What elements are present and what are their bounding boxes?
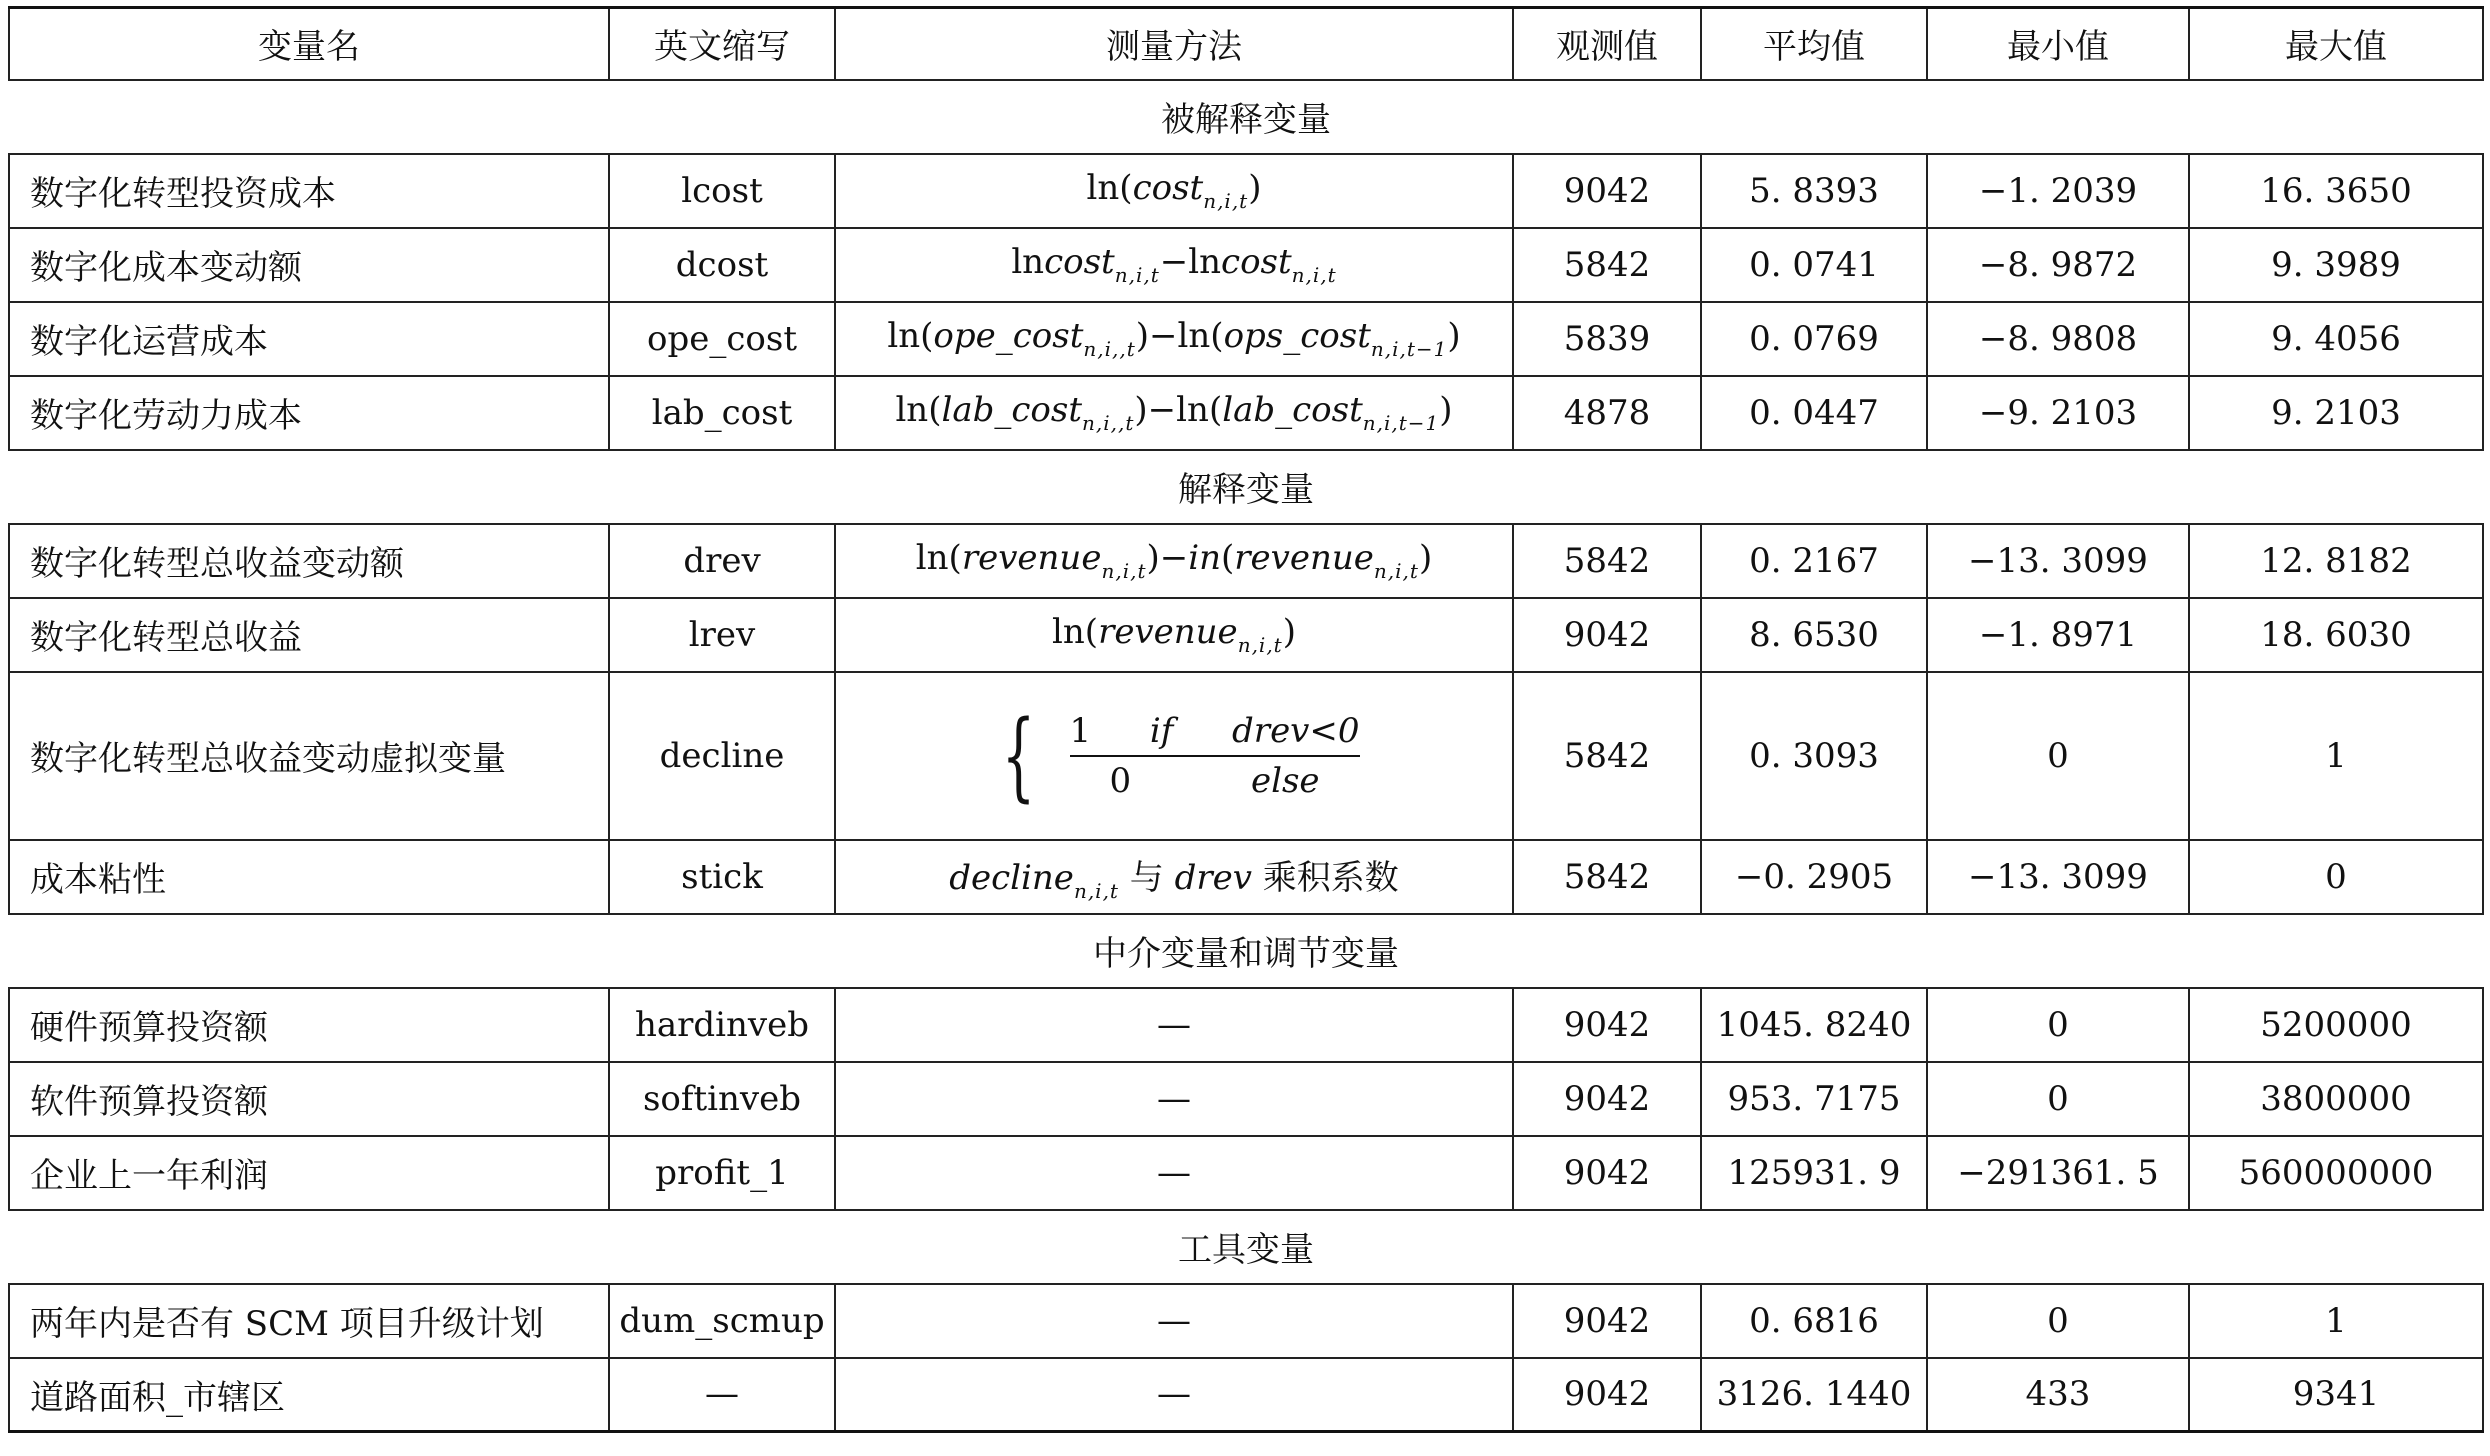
abbreviation: hardinveb [609,988,835,1062]
summary-statistics-table [8,6,2484,1433]
mean: 125931. 9 [1701,1136,1927,1210]
header-variable-name: 变量名 [9,8,609,80]
min: −291361. 5 [1927,1136,2189,1210]
max: 9. 3989 [2189,228,2483,302]
observations: 9042 [1513,1284,1701,1358]
mean: 1045. 8240 [1701,988,1927,1062]
variable-name: 硬件预算投资额 [9,988,609,1062]
mean: 8. 6530 [1701,598,1927,672]
min: −9. 2103 [1927,376,2189,450]
table-row [9,1284,2483,1358]
header-observations: 观测值 [1513,8,1701,80]
observations: 5842 [1513,840,1701,914]
table-row [9,524,2483,598]
abbreviation: lab_cost [609,376,835,450]
measurement-formula: — [835,1284,1513,1358]
mean: 0. 2167 [1701,524,1927,598]
min: −1. 2039 [1927,154,2189,228]
max: 12. 8182 [2189,524,2483,598]
max: 9. 2103 [2189,376,2483,450]
measurement-formula: — [835,988,1513,1062]
observations: 9042 [1513,598,1701,672]
variable-name: 数字化运营成本 [9,302,609,376]
abbreviation: dcost [609,228,835,302]
abbreviation: stick [609,840,835,914]
abbreviation: — [609,1358,835,1432]
measurement-formula: ln(ope_cost$_{n,i,,t}$)−ln(ops_cost$_{n,i,t-1}$) [835,302,1513,376]
max: 560000000 [2189,1136,2483,1210]
abbreviation: lrev [609,598,835,672]
variable-name: 软件预算投资额 [9,1062,609,1136]
header-measurement: 测量方法 [835,8,1513,80]
observations: 9042 [1513,988,1701,1062]
min: 0 [1927,1062,2189,1136]
table-row [9,1062,2483,1136]
min: −13. 3099 [1927,840,2189,914]
variable-name: 两年内是否有 SCM 项目升级计划 [9,1284,609,1358]
table-row [9,302,2483,376]
max: 16. 3650 [2189,154,2483,228]
mean: 0. 0741 [1701,228,1927,302]
mean: 0. 3093 [1701,672,1927,840]
measurement-formula [835,672,1513,840]
abbreviation: ope_cost [609,302,835,376]
observations: 4878 [1513,376,1701,450]
measurement-formula: lncost$_{n,i,t}$−lncost$_{n,i,t}$ [835,228,1513,302]
left-brace-icon: { [1002,699,1036,812]
variable-name: 数字化转型总收益变动虚拟变量 [9,672,609,840]
variable-name: 数字化转型总收益 [9,598,609,672]
table-row [9,1358,2483,1432]
header-row [9,8,2483,80]
section-title: 解释变量 [9,450,2483,524]
measurement-formula: ln(revenue$_{n,i,t}$) [835,598,1513,672]
table-row [9,376,2483,450]
mean: 5. 8393 [1701,154,1927,228]
abbreviation: drev [609,524,835,598]
section-row [9,80,2483,154]
mean: 0. 0769 [1701,302,1927,376]
table-row [9,1136,2483,1210]
table-row [9,840,2483,914]
section-title: 被解释变量 [9,80,2483,154]
piecewise-definition: { 1 if drev<0 0 else [1002,699,1360,812]
min: 0 [1927,672,2189,840]
observations: 9042 [1513,1062,1701,1136]
measurement-formula: — [835,1358,1513,1432]
observations: 5839 [1513,302,1701,376]
variable-name: 数字化转型总收益变动额 [9,524,609,598]
max: 9. 4056 [2189,302,2483,376]
section-row [9,450,2483,524]
variable-name: 数字化劳动力成本 [9,376,609,450]
min: −8. 9872 [1927,228,2189,302]
measurement-formula: — [835,1136,1513,1210]
header-abbreviation: 英文缩写 [609,8,835,80]
variable-name: 成本粘性 [9,840,609,914]
abbreviation: profit_1 [609,1136,835,1210]
abbreviation: lcost [609,154,835,228]
table-row [9,598,2483,672]
abbreviation: decline [609,672,835,840]
table-row [9,672,2483,840]
table-row [9,988,2483,1062]
variable-name: 道路面积_市辖区 [9,1358,609,1432]
measurement-formula: ln(revenue$_{n,i,t}$)−in(revenue$_{n,i,t}$) [835,524,1513,598]
observations: 9042 [1513,1136,1701,1210]
min: 433 [1927,1358,2189,1432]
mean: 0. 0447 [1701,376,1927,450]
observations: 5842 [1513,672,1701,840]
measurement-formula: ln(lab_cost$_{n,i,,t}$)−ln(lab_cost$_{n,i,t-1}$) [835,376,1513,450]
max: 0 [2189,840,2483,914]
section-title: 工具变量 [9,1210,2483,1284]
measurement-formula: decline$_{n,i,t}$ 与 drev 乘积系数 [835,840,1513,914]
table-row [9,154,2483,228]
mean: 3126. 1440 [1701,1358,1927,1432]
max: 18. 6030 [2189,598,2483,672]
table-row [9,228,2483,302]
max: 3800000 [2189,1062,2483,1136]
max: 5200000 [2189,988,2483,1062]
header-mean: 平均值 [1701,8,1927,80]
min: −1. 8971 [1927,598,2189,672]
variable-name: 数字化转型投资成本 [9,154,609,228]
measurement-formula: ln(cost$_{n,i,t}$) [835,154,1513,228]
max: 9341 [2189,1358,2483,1432]
min: −13. 3099 [1927,524,2189,598]
max: 1 [2189,1284,2483,1358]
mean: −0. 2905 [1701,840,1927,914]
section-row [9,1210,2483,1284]
observations: 5842 [1513,524,1701,598]
header-min: 最小值 [1927,8,2189,80]
section-row [9,914,2483,988]
observations: 5842 [1513,228,1701,302]
observations: 9042 [1513,1358,1701,1432]
max: 1 [2189,672,2483,840]
measurement-formula: — [835,1062,1513,1136]
observations: 9042 [1513,154,1701,228]
abbreviation: softinveb [609,1062,835,1136]
mean: 953. 7175 [1701,1062,1927,1136]
min: 0 [1927,988,2189,1062]
min: 0 [1927,1284,2189,1358]
abbreviation: dum_scmup [609,1284,835,1358]
header-max: 最大值 [2189,8,2483,80]
min: −8. 9808 [1927,302,2189,376]
variable-name: 数字化成本变动额 [9,228,609,302]
variable-name: 企业上一年利润 [9,1136,609,1210]
mean: 0. 6816 [1701,1284,1927,1358]
section-title: 中介变量和调节变量 [9,914,2483,988]
